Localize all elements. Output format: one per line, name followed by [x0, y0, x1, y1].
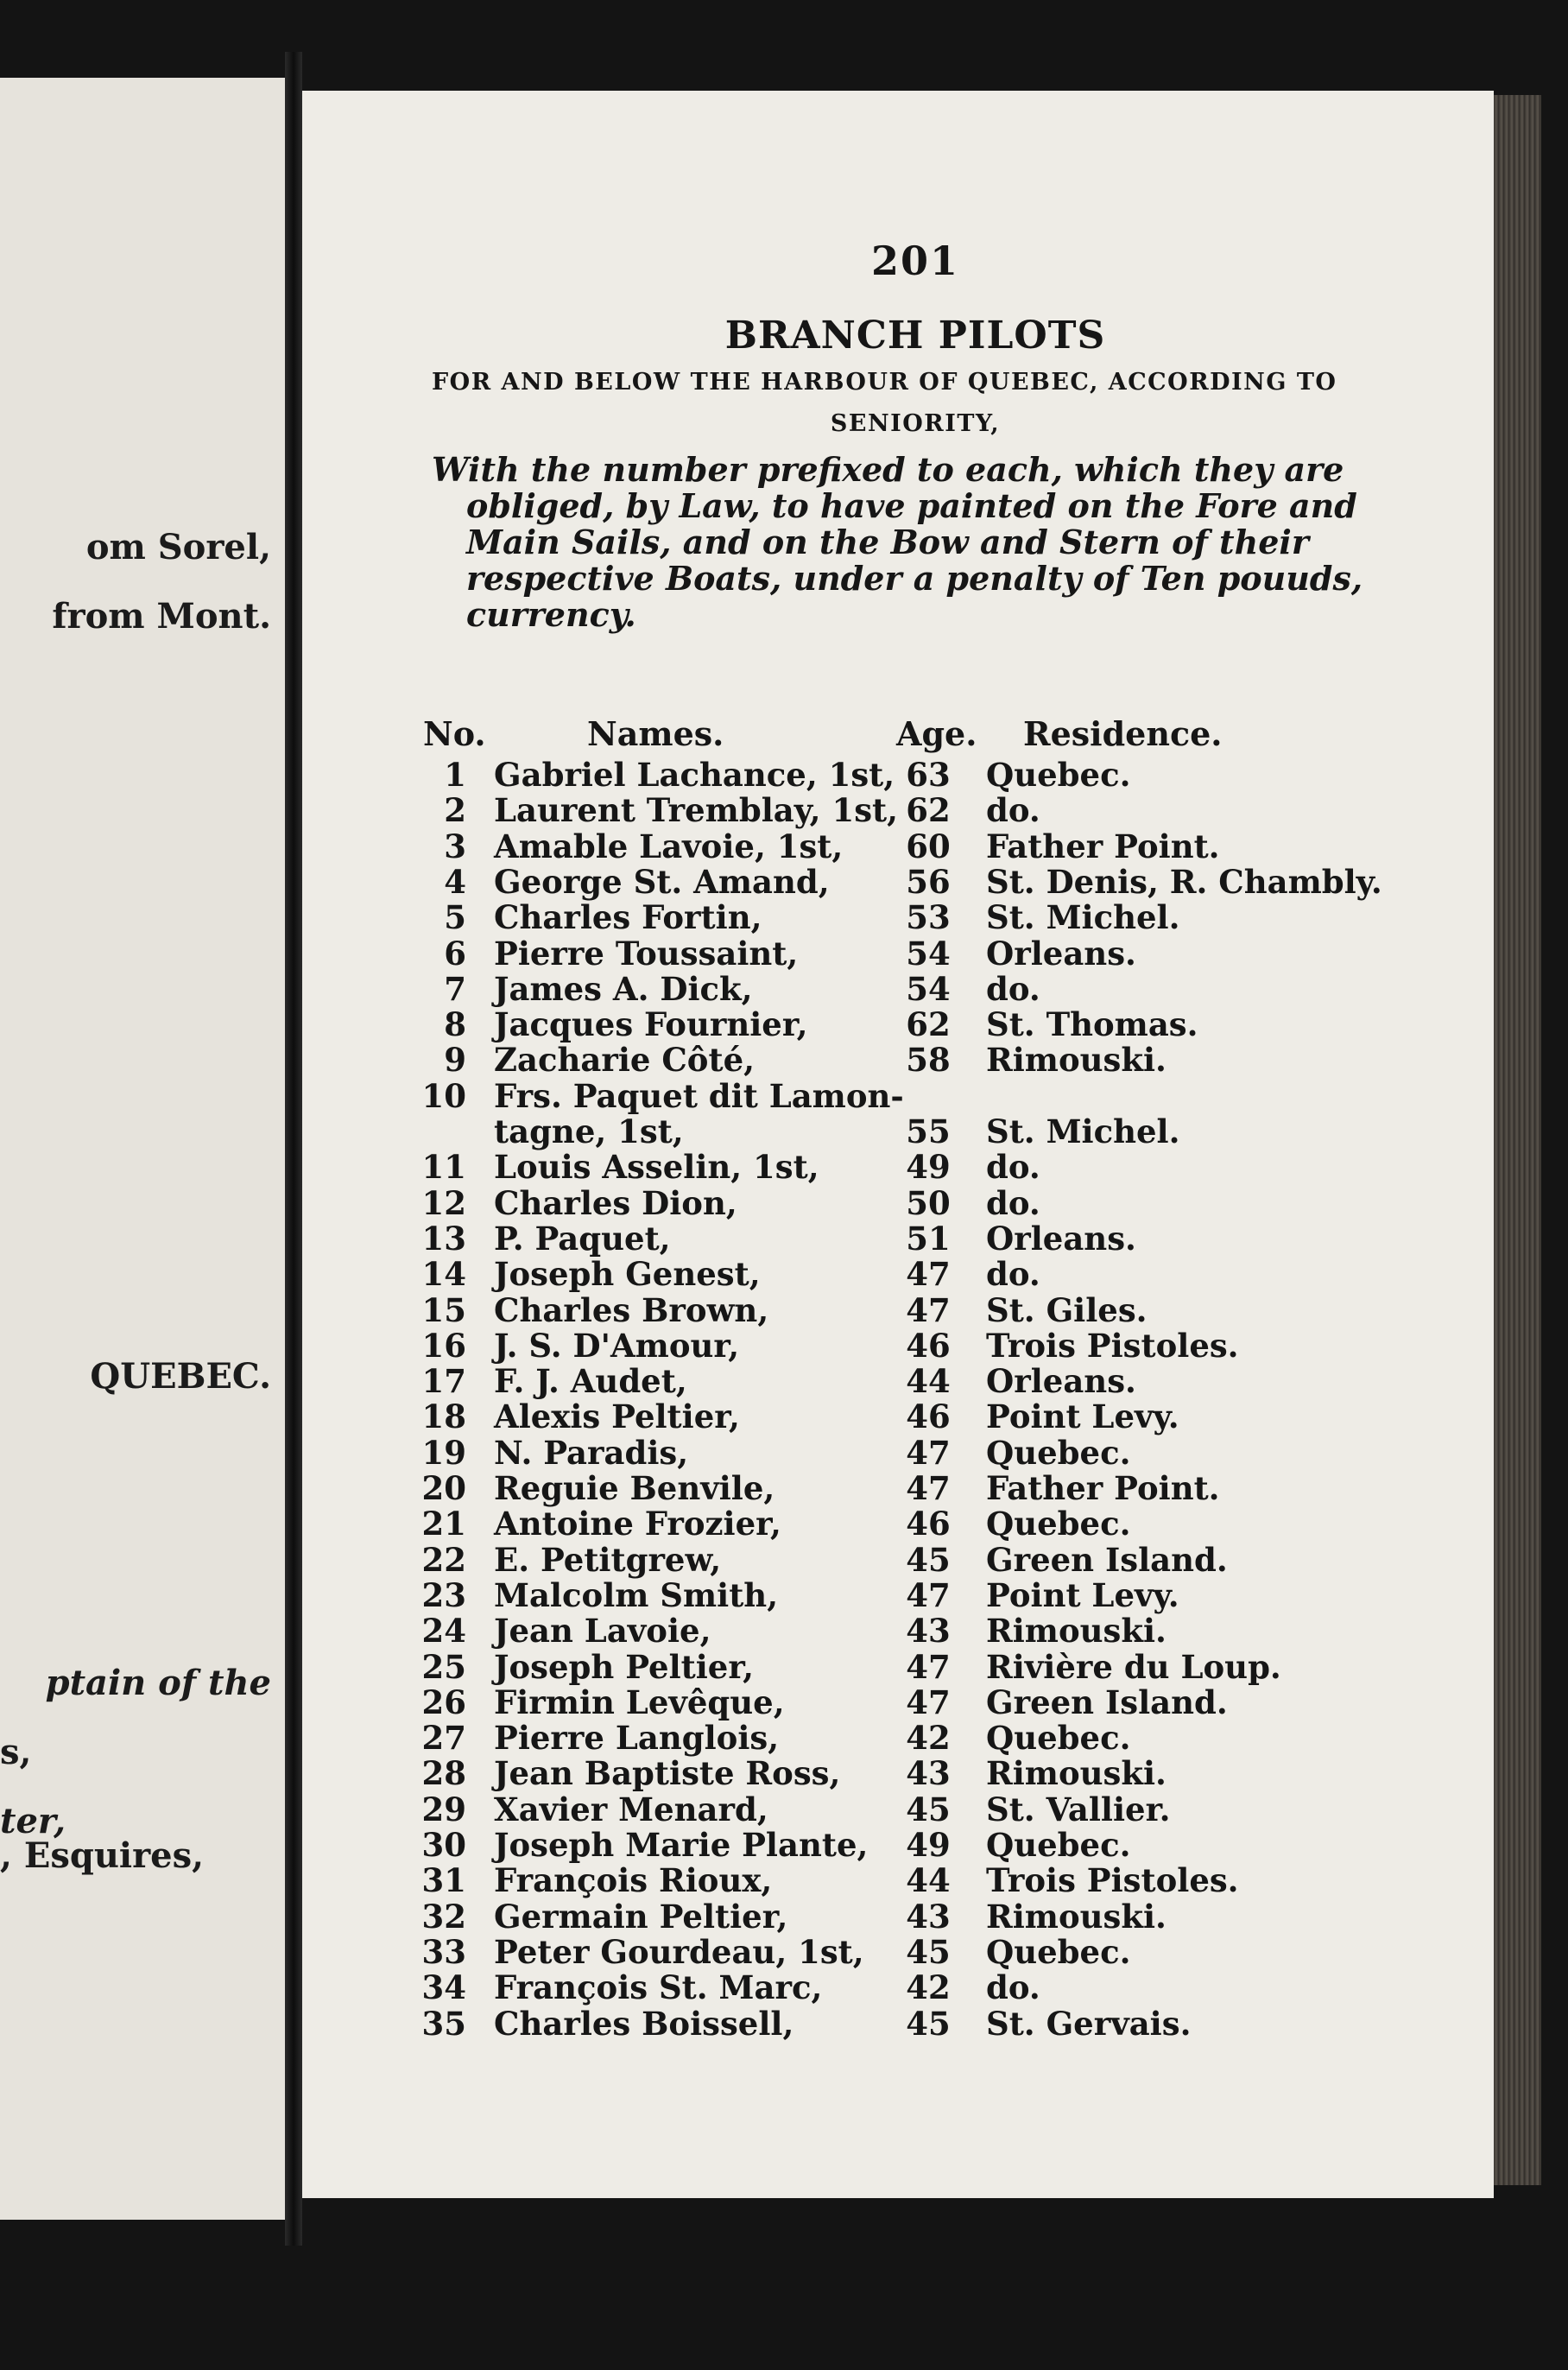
pilot-name: Joseph Genest, [494, 1255, 761, 1293]
pilot-age: 62 [906, 791, 951, 829]
row-number: 32 [421, 1898, 466, 1936]
pilot-residence: Orleans. [986, 935, 1136, 973]
row-number: 14 [421, 1255, 466, 1293]
pilot-residence: St. Thomas. [986, 1005, 1198, 1043]
pilot-name: Germain Peltier, [494, 1898, 788, 1936]
pilot-age: 63 [906, 756, 951, 794]
pilot-name: François St. Marc, [494, 1968, 823, 2006]
pilot-name: Jean Lavoie, [494, 1612, 711, 1650]
pilot-name: Charles Fortin, [494, 898, 762, 936]
row-number: 27 [421, 1719, 466, 1757]
row-number: 19 [421, 1434, 466, 1472]
subtitle-line-2: SENIORITY, [830, 410, 1001, 437]
pilot-age: 45 [906, 2005, 951, 2043]
pilot-name: P. Paquet, [494, 1220, 671, 1258]
page-title: BRANCH PILOTS [724, 314, 1106, 358]
pilot-residence: Rivière du Loup. [986, 1648, 1281, 1686]
pilot-name: F. J. Audet, [494, 1362, 687, 1400]
pilot-residence: Rimouski. [986, 1041, 1167, 1079]
pilot-age: 53 [906, 898, 951, 936]
row-number: 15 [421, 1291, 466, 1329]
pilot-residence: do. [986, 970, 1040, 1008]
pilot-name: Zacharie Côté, [494, 1041, 755, 1079]
left-page-text: ter, [0, 1801, 66, 1841]
pilot-name: Firmin Levêque, [494, 1683, 785, 1721]
pilot-residence: do. [986, 1148, 1040, 1186]
pilot-age: 55 [906, 1112, 951, 1150]
left-page-text: , Esquires, [0, 1835, 205, 1876]
pilot-residence: St. Giles. [986, 1291, 1148, 1329]
pilot-residence: St. Gervais. [986, 2005, 1192, 2043]
row-number: 26 [421, 1683, 466, 1721]
pilot-name: Jean Baptiste Ross, [494, 1754, 841, 1792]
pilot-age: 47 [906, 1434, 951, 1472]
pilot-residence: Father Point. [986, 827, 1220, 865]
pilot-residence: St. Michel. [986, 1112, 1180, 1150]
row-number: 1 [444, 756, 466, 794]
pilot-age: 51 [906, 1220, 951, 1258]
pilot-residence: Quebec. [986, 756, 1131, 794]
row-number: 9 [444, 1041, 466, 1079]
pilot-name: Charles Dion, [494, 1184, 737, 1222]
header-residence: Residence. [1023, 714, 1223, 753]
pilot-age: 46 [906, 1327, 951, 1365]
pilot-age: 43 [906, 1754, 951, 1792]
pilot-residence: Orleans. [986, 1220, 1136, 1258]
row-number: 22 [421, 1541, 466, 1579]
pilot-residence: Green Island. [986, 1683, 1228, 1721]
row-number: 24 [421, 1612, 466, 1650]
pilot-residence: St. Denis, R. Chambly. [986, 863, 1382, 901]
row-number: 8 [444, 1005, 466, 1043]
subtitle-line-1: FOR AND BELOW THE HARBOUR OF QUEBEC, ACCORDING TO [432, 369, 1337, 396]
pilot-age: 56 [906, 863, 951, 901]
pilot-residence: do. [986, 791, 1040, 829]
pilot-age: 49 [906, 1148, 951, 1186]
row-number: 16 [421, 1327, 466, 1365]
pilot-name: Joseph Peltier, [494, 1648, 755, 1686]
row-number: 5 [444, 898, 466, 936]
row-number: 10 [421, 1077, 466, 1115]
row-number: 31 [421, 1861, 466, 1899]
row-number: 34 [421, 1968, 466, 2006]
pilot-age: 45 [906, 1790, 951, 1828]
pilot-residence: St. Vallier. [986, 1790, 1171, 1828]
row-number: 17 [421, 1362, 466, 1400]
row-number: 25 [421, 1648, 466, 1686]
pilot-name: Pierre Toussaint, [494, 935, 799, 973]
pilot-residence: Quebec. [986, 1505, 1131, 1543]
pilot-residence: St. Michel. [986, 898, 1180, 936]
pilot-name: Reguie Benvile, [494, 1469, 775, 1507]
pilot-name: Laurent Tremblay, 1st, [494, 791, 898, 829]
pilot-name: Pierre Langlois, [494, 1719, 780, 1757]
left-page-text: from Mont. [52, 596, 271, 637]
pilot-residence: Orleans. [986, 1362, 1136, 1400]
pilot-age: 47 [906, 1576, 951, 1614]
row-number: 18 [421, 1397, 466, 1435]
pilot-name: Charles Boissell, [494, 2005, 794, 2043]
pilot-name: E. Petitgrew, [494, 1541, 722, 1579]
pilot-residence: Quebec. [986, 1719, 1131, 1757]
pilot-residence: Quebec. [986, 1434, 1131, 1472]
pilot-age: 47 [906, 1255, 951, 1293]
pilot-residence: do. [986, 1255, 1040, 1293]
row-number: 29 [421, 1790, 466, 1828]
pilot-name: François Rioux, [494, 1861, 773, 1899]
row-number: 23 [421, 1576, 466, 1614]
pilot-name: Charles Brown, [494, 1291, 769, 1329]
header-age: Age. [896, 714, 977, 753]
row-number: 35 [421, 2005, 466, 2043]
pilot-residence: Quebec. [986, 1826, 1131, 1864]
pilot-age: 43 [906, 1612, 951, 1650]
left-page-text: ptain of the [45, 1663, 271, 1703]
pilot-residence: Trois Pistoles. [986, 1327, 1239, 1365]
pilot-name: Joseph Marie Plante, [494, 1826, 869, 1864]
pilot-age: 45 [906, 1541, 951, 1579]
pilot-residence: Father Point. [986, 1469, 1220, 1507]
pilot-age: 54 [906, 970, 951, 1008]
pilot-residence: Rimouski. [986, 1754, 1167, 1792]
pilot-age: 47 [906, 1683, 951, 1721]
left-page-text: QUEBEC. [90, 1356, 271, 1397]
pilot-age: 44 [906, 1861, 951, 1899]
pilot-age: 44 [906, 1362, 951, 1400]
pilot-age: 49 [906, 1826, 951, 1864]
pilot-name: Malcolm Smith, [494, 1576, 779, 1614]
row-number: 3 [444, 827, 466, 865]
header-no: No. [423, 714, 486, 753]
pilot-residence: Green Island. [986, 1541, 1228, 1579]
header-names: Names. [587, 714, 724, 753]
page-number: 201 [870, 238, 960, 284]
left-page-fragment [0, 78, 285, 2220]
pilot-name: Alexis Peltier, [494, 1397, 740, 1435]
pilot-age: 58 [906, 1041, 951, 1079]
row-number: 33 [421, 1933, 466, 1971]
row-number: 11 [421, 1148, 466, 1186]
row-number: 20 [421, 1469, 466, 1507]
page-edge [1494, 95, 1541, 2185]
pilot-age: 47 [906, 1648, 951, 1686]
pilot-residence: do. [986, 1968, 1040, 2006]
pilot-age: 42 [906, 1968, 951, 2006]
row-number: 7 [444, 970, 466, 1008]
pilot-residence: Trois Pistoles. [986, 1861, 1239, 1899]
pilot-name: tagne, 1st, [494, 1112, 684, 1150]
pilot-age: 50 [906, 1184, 951, 1222]
pilot-name: Frs. Paquet dit Lamon- [494, 1077, 904, 1115]
pilot-name: Louis Asselin, 1st, [494, 1148, 819, 1186]
pilot-age: 42 [906, 1719, 951, 1757]
row-number: 4 [444, 863, 466, 901]
pilot-name: J. S. D'Amour, [494, 1327, 740, 1365]
pilot-name: James A. Dick, [494, 970, 753, 1008]
pilot-residence: Point Levy. [986, 1576, 1179, 1614]
document-page [302, 91, 1494, 2198]
row-number: 12 [421, 1184, 466, 1222]
pilot-residence: Rimouski. [986, 1898, 1167, 1936]
pilot-age: 43 [906, 1898, 951, 1936]
left-page-text: om Sorel, [85, 527, 271, 567]
pilot-residence: Quebec. [986, 1933, 1131, 1971]
pilot-age: 45 [906, 1933, 951, 1971]
pilot-name: N. Paradis, [494, 1434, 689, 1472]
pilot-age: 46 [906, 1397, 951, 1435]
pilot-age: 47 [906, 1291, 951, 1329]
pilot-name: Xavier Menard, [494, 1790, 768, 1828]
pilot-age: 60 [906, 827, 951, 865]
pilot-age: 62 [906, 1005, 951, 1043]
pilot-name: Jacques Fournier, [494, 1005, 808, 1043]
pilot-residence: do. [986, 1184, 1040, 1222]
legal-notice: With the number prefixed to each, which they are obliged, by Law, to have painted on the Fore and Main Sails, and on the Bow and Stern of their respective Boats, under a penalty of Ten pouuds, currency. [432, 450, 1363, 634]
pilot-name: Peter Gourdeau, 1st, [494, 1933, 864, 1971]
pilot-residence: Point Levy. [986, 1397, 1179, 1435]
row-number: 30 [421, 1826, 466, 1864]
pilot-name: Antoine Frozier, [494, 1505, 781, 1543]
book-gutter [285, 52, 302, 2246]
pilot-age: 47 [906, 1469, 951, 1507]
row-number: 13 [421, 1220, 466, 1258]
row-number: 21 [421, 1505, 466, 1543]
pilot-age: 46 [906, 1505, 951, 1543]
row-number: 6 [444, 935, 466, 973]
pilot-age: 54 [906, 935, 951, 973]
row-number: 2 [444, 791, 466, 829]
left-page-text: s, [0, 1732, 32, 1772]
pilot-name: Amable Lavoie, 1st, [494, 827, 844, 865]
row-number: 28 [421, 1754, 466, 1792]
pilot-residence: Rimouski. [986, 1612, 1167, 1650]
pilot-name: Gabriel Lachance, 1st, [494, 756, 895, 794]
pilot-name: George St. Amand, [494, 863, 830, 901]
